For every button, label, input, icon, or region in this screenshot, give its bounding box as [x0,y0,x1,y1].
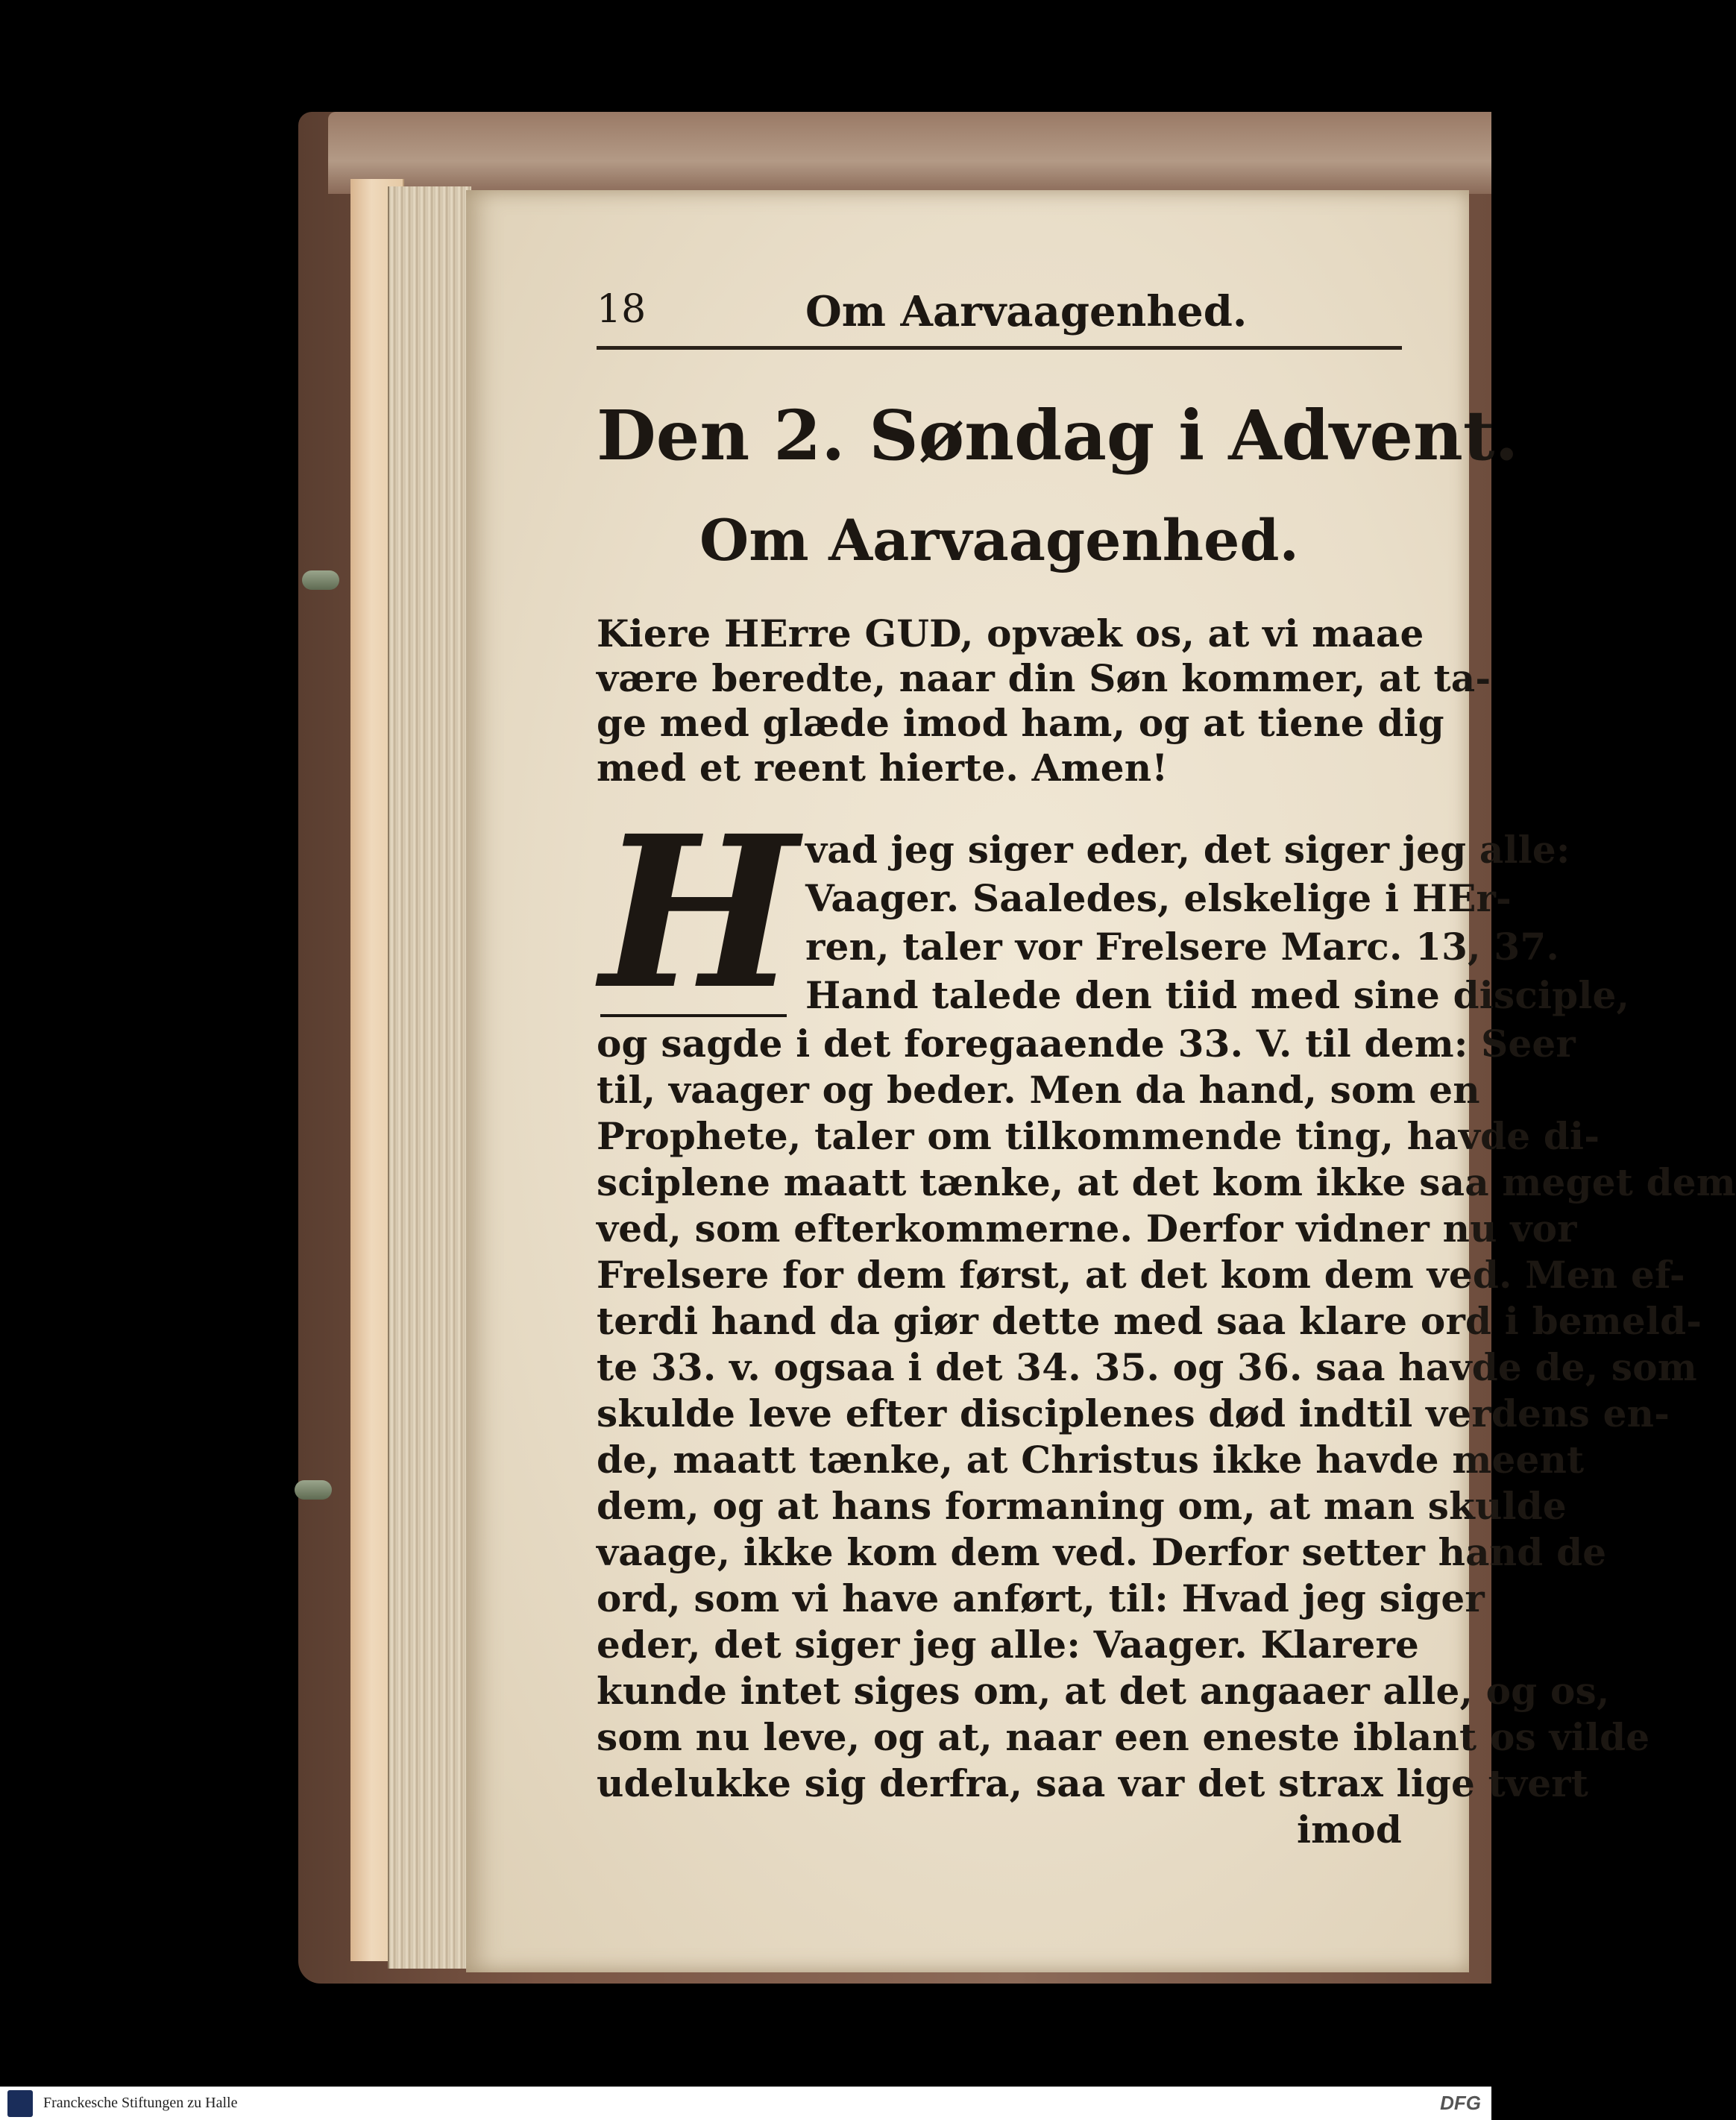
running-title: Om Aarvaagenhed. [805,287,1248,336]
page-number: 18 [597,287,647,332]
body-line: terdi hand da giør dette med saa klare ord i bemeld- [597,1299,1702,1343]
page-header [597,287,1402,347]
section-subtitle: Om Aarvaagenhed. [699,507,1299,573]
body-line: sciplene maatt tænke, at det kom ikke saa meget dem [597,1160,1736,1204]
body-line: vad jeg siger eder, det siger jeg alle: [805,828,1570,872]
footer-bar [0,2086,1491,2120]
book-cover-top-edge [328,112,1491,194]
prayer-line: Kiere HErre GUD, opvæk os, at vi maae [597,611,1424,655]
header-rule [597,346,1402,350]
body-line: Vaager. Saaledes, elskelige i HEr- [805,876,1512,920]
body-line: dem, og at hans formaning om, at man skulde [597,1484,1567,1528]
prayer-line: med et reent hierte. Amen! [597,746,1169,790]
prayer-line: være beredte, naar din Søn kommer, at ta- [597,656,1491,700]
section-title: Den 2. Søndag i Advent. [597,395,1519,476]
institution-logo-icon [7,2090,33,2117]
body-line: Prophete, taler om tilkommende ting, havde di- [597,1114,1600,1158]
footer-institution: Franckesche Stiftungen zu Halle [43,2095,238,2111]
body-line: som nu leve, og at, naar een eneste iblant os vilde [597,1715,1650,1759]
page-stack [388,186,471,1969]
body-line: eder, det siger jeg alle: Vaager. Klarere [597,1623,1420,1667]
body-line: udelukke sig derfra, saa var det strax lige tvert [597,1761,1589,1805]
body-line: ved, som efterkommerne. Derfor vidner nu vor [597,1207,1577,1251]
body-line: skulde leve efter disciplenes død indtil verdens en- [597,1391,1670,1435]
prayer-line: ge med glæde imod ham, og at tiene dig [597,701,1444,745]
catchword: imod [1296,1808,1402,1852]
body-line: vaage, ikke kom dem ved. Derfor setter hand de [597,1530,1607,1574]
body-line: Hand talede den tiid med sine disciple, [805,973,1630,1017]
body-line: kunde intet siges om, at det angaaer alle, og os, [597,1669,1610,1713]
body-line: ren, taler vor Frelsere Marc. 13, 37. [805,925,1559,969]
body-line: og sagde i det foregaaende 33. V. til dem: Seer [597,1022,1576,1066]
clasp-lower [295,1480,332,1500]
body-line: til, vaager og beder. Men da hand, som en [597,1068,1480,1112]
body-line: te 33. v. ogsaa i det 34. 35. og 36. saa havde de, som [597,1345,1697,1389]
body-line: Frelsere for dem først, at det kom dem ved. Men ef- [597,1253,1685,1297]
body-line: ord, som vi have anført, til: Hvad jeg siger [597,1576,1485,1620]
body-line: de, maatt tænke, at Christus ikke havde meent [597,1438,1585,1482]
drop-cap-initial: H [600,790,798,1036]
dfg-logo: DFG [1440,2092,1481,2114]
clasp-upper [302,570,339,590]
